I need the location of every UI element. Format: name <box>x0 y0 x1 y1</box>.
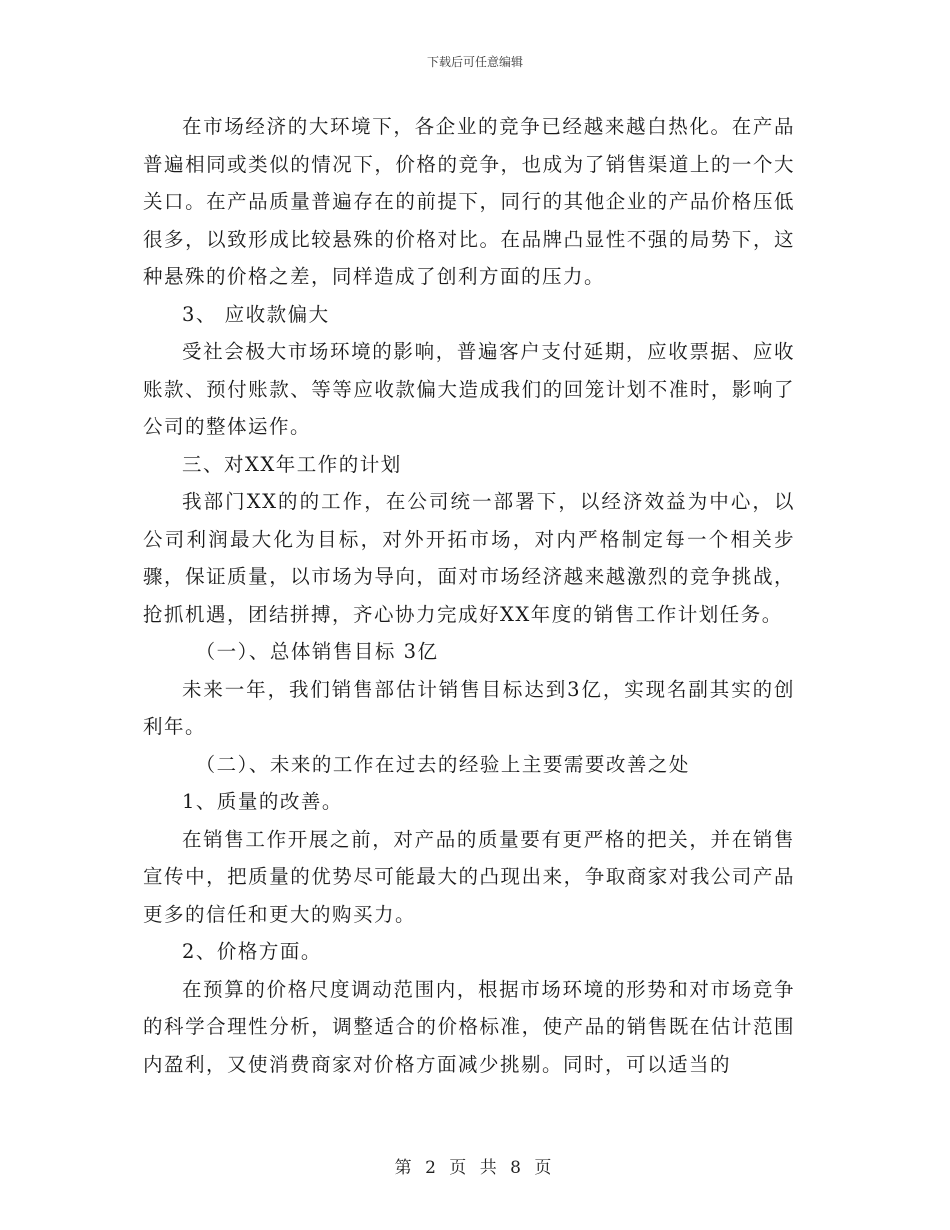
paragraph-quality: 在销售工作开展之前，对产品的质量要有更严格的把关，并在销售宣传中，把质量的优势尽可能最大的凸现出来，争取商家对我公司产品更多的信任和更大的购买力。 <box>143 827 795 926</box>
page-header: 下载后可任意编辑 <box>426 55 523 69</box>
paragraph-receivables: 受社会极大市场环境的影响，普遍客户支付延期，应收票据、应收账款、预付账款、等等应收款偏大造成我们的回笼计划不准时，影响了公司的整体运作。 <box>143 340 795 438</box>
paragraph-work-plan: 我部门XX的的工作，在公司统一部署下，以经济效益为中心，以公司利润最大化为目标，对外开拓市场，对内严格制定每一个相关步骤，保证质量，以市场为导向，面对市场经济越来越激烈的竞争挑战，抢抓机遇，团结拼搏，齐心协力完成好XX年度的销售工作计划任务。 <box>143 490 795 626</box>
paragraph-sales-target: 未来一年，我们销售部估计销售目标达到3亿，实现名副其实的创利年。 <box>143 677 795 738</box>
heading-sales-target: （一）、总体销售目标 3亿 <box>195 640 439 663</box>
document-body <box>143 108 795 1083</box>
heading-receivables: 3、 应收款偏大 <box>182 302 330 326</box>
heading-work-plan: 三、对XX年工作的计划 <box>182 452 402 476</box>
paragraph-price-competition: 在市场经济的大环境下，各企业的竞争已经越来越白热化。在产品普遍相同或类似的情况下，价格的竞争，也成为了销售渠道上的一个大关口。在产品质量普遍存在的前提下，同行的其他企业的产品价格压低很多，以致形成比较悬殊的价格对比。在品牌凸显性不强的局势下，这种悬殊的价格之差，同样造成了创利方面的压力。 <box>143 115 795 288</box>
page-number: 第 2 页 共 8 页 <box>394 1158 556 1178</box>
heading-quality: 1、质量的改善。 <box>182 790 343 813</box>
heading-price: 2、价格方面。 <box>182 940 322 963</box>
paragraph-price: 在预算的价格尺度调动范围内，根据市场环境的形势和对市场竞争的科学合理性分析，调整适合的价格标准，使产品的销售既在估计范围内盈利，又使消费商家对价格方面减少挑剔。同时，可以适当的 <box>143 977 795 1076</box>
heading-improvements: （二）、未来的工作在过去的经验上主要需要改善之处 <box>195 752 690 776</box>
